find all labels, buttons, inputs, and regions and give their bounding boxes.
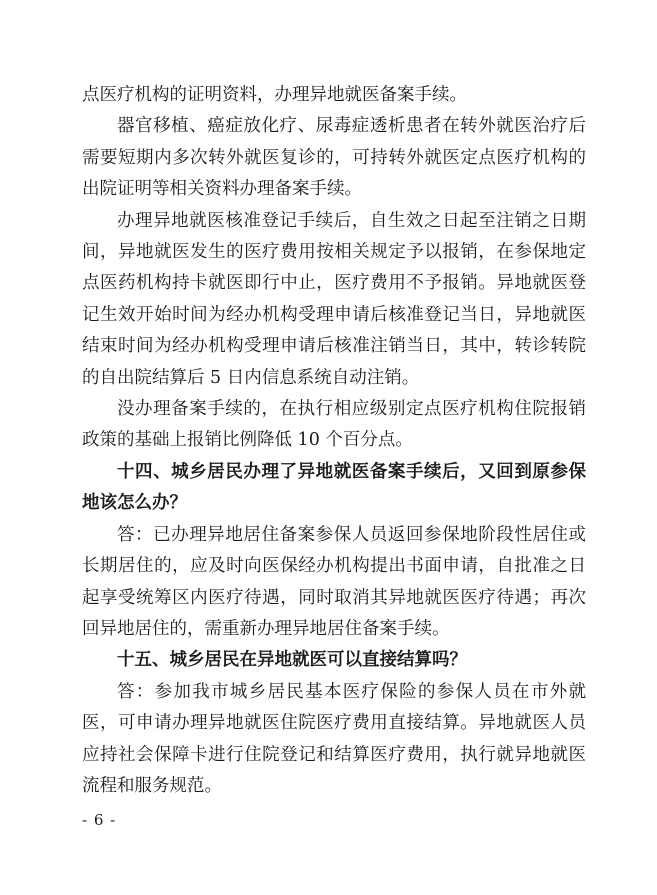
heading-question-15: 十五、城乡居民在异地就医可以直接结算吗？: [117, 650, 467, 671]
paragraph-organ-transplant: 器官移植、癌症放化疗、尿毒症透析患者在转外就医治疗后需要短期内多次转外就医复诊的，可持转外就医定点医疗机构的出院证明等相关资料办理备案手续。: [82, 116, 586, 200]
page-number: - 6 -: [82, 811, 117, 829]
paragraph-no-registration: 没办理备案手续的，在执行相应级别定点医疗机构住院报销政策的基础上报销比例降低 10 个百分点。: [82, 399, 586, 451]
document-body: [82, 80, 586, 802]
paragraph-registration-period: 办理异地就医核准登记手续后，自生效之日起至注销之日期间，异地就医发生的医疗费用按相关规定予以报销，在参保地定点医药机构持卡就医即行中止，医疗费用不予报销。异地就医登记生效开始时间为经办机构受理申请后核准登记当日，异地就医结束时间为经办机构受理申请后核准注销当日，其中，转诊转院的自出院结算后 5 日内信息系统自动注销。: [82, 210, 586, 388]
answer-question-14: 答：已办理异地居住备案参保人员返回参保地阶段性居住或长期居住的，应及时向医保经办机构提出书面申请，自批准之日起享受统筹区内医疗待遇，同时取消其异地就医医疗待遇；再次回异地居住的，需重新办理异地居住备案手续。: [82, 524, 586, 639]
heading-question-14: 十四、城乡居民办理了异地就医备案手续后，又回到原参保地该怎么办？: [82, 461, 586, 514]
answer-question-15: 答：参加我市城乡居民基本医疗保险的参保人员在市外就医，可申请办理异地就医住院医疗费用直接结算。异地就医人员应持社会保障卡进行住院登记和结算医疗费用，执行就异地就医流程和服务规范。: [82, 681, 586, 796]
paragraph-continuation: 点医疗机构的证明资料，办理异地就医备案手续。: [82, 85, 467, 105]
